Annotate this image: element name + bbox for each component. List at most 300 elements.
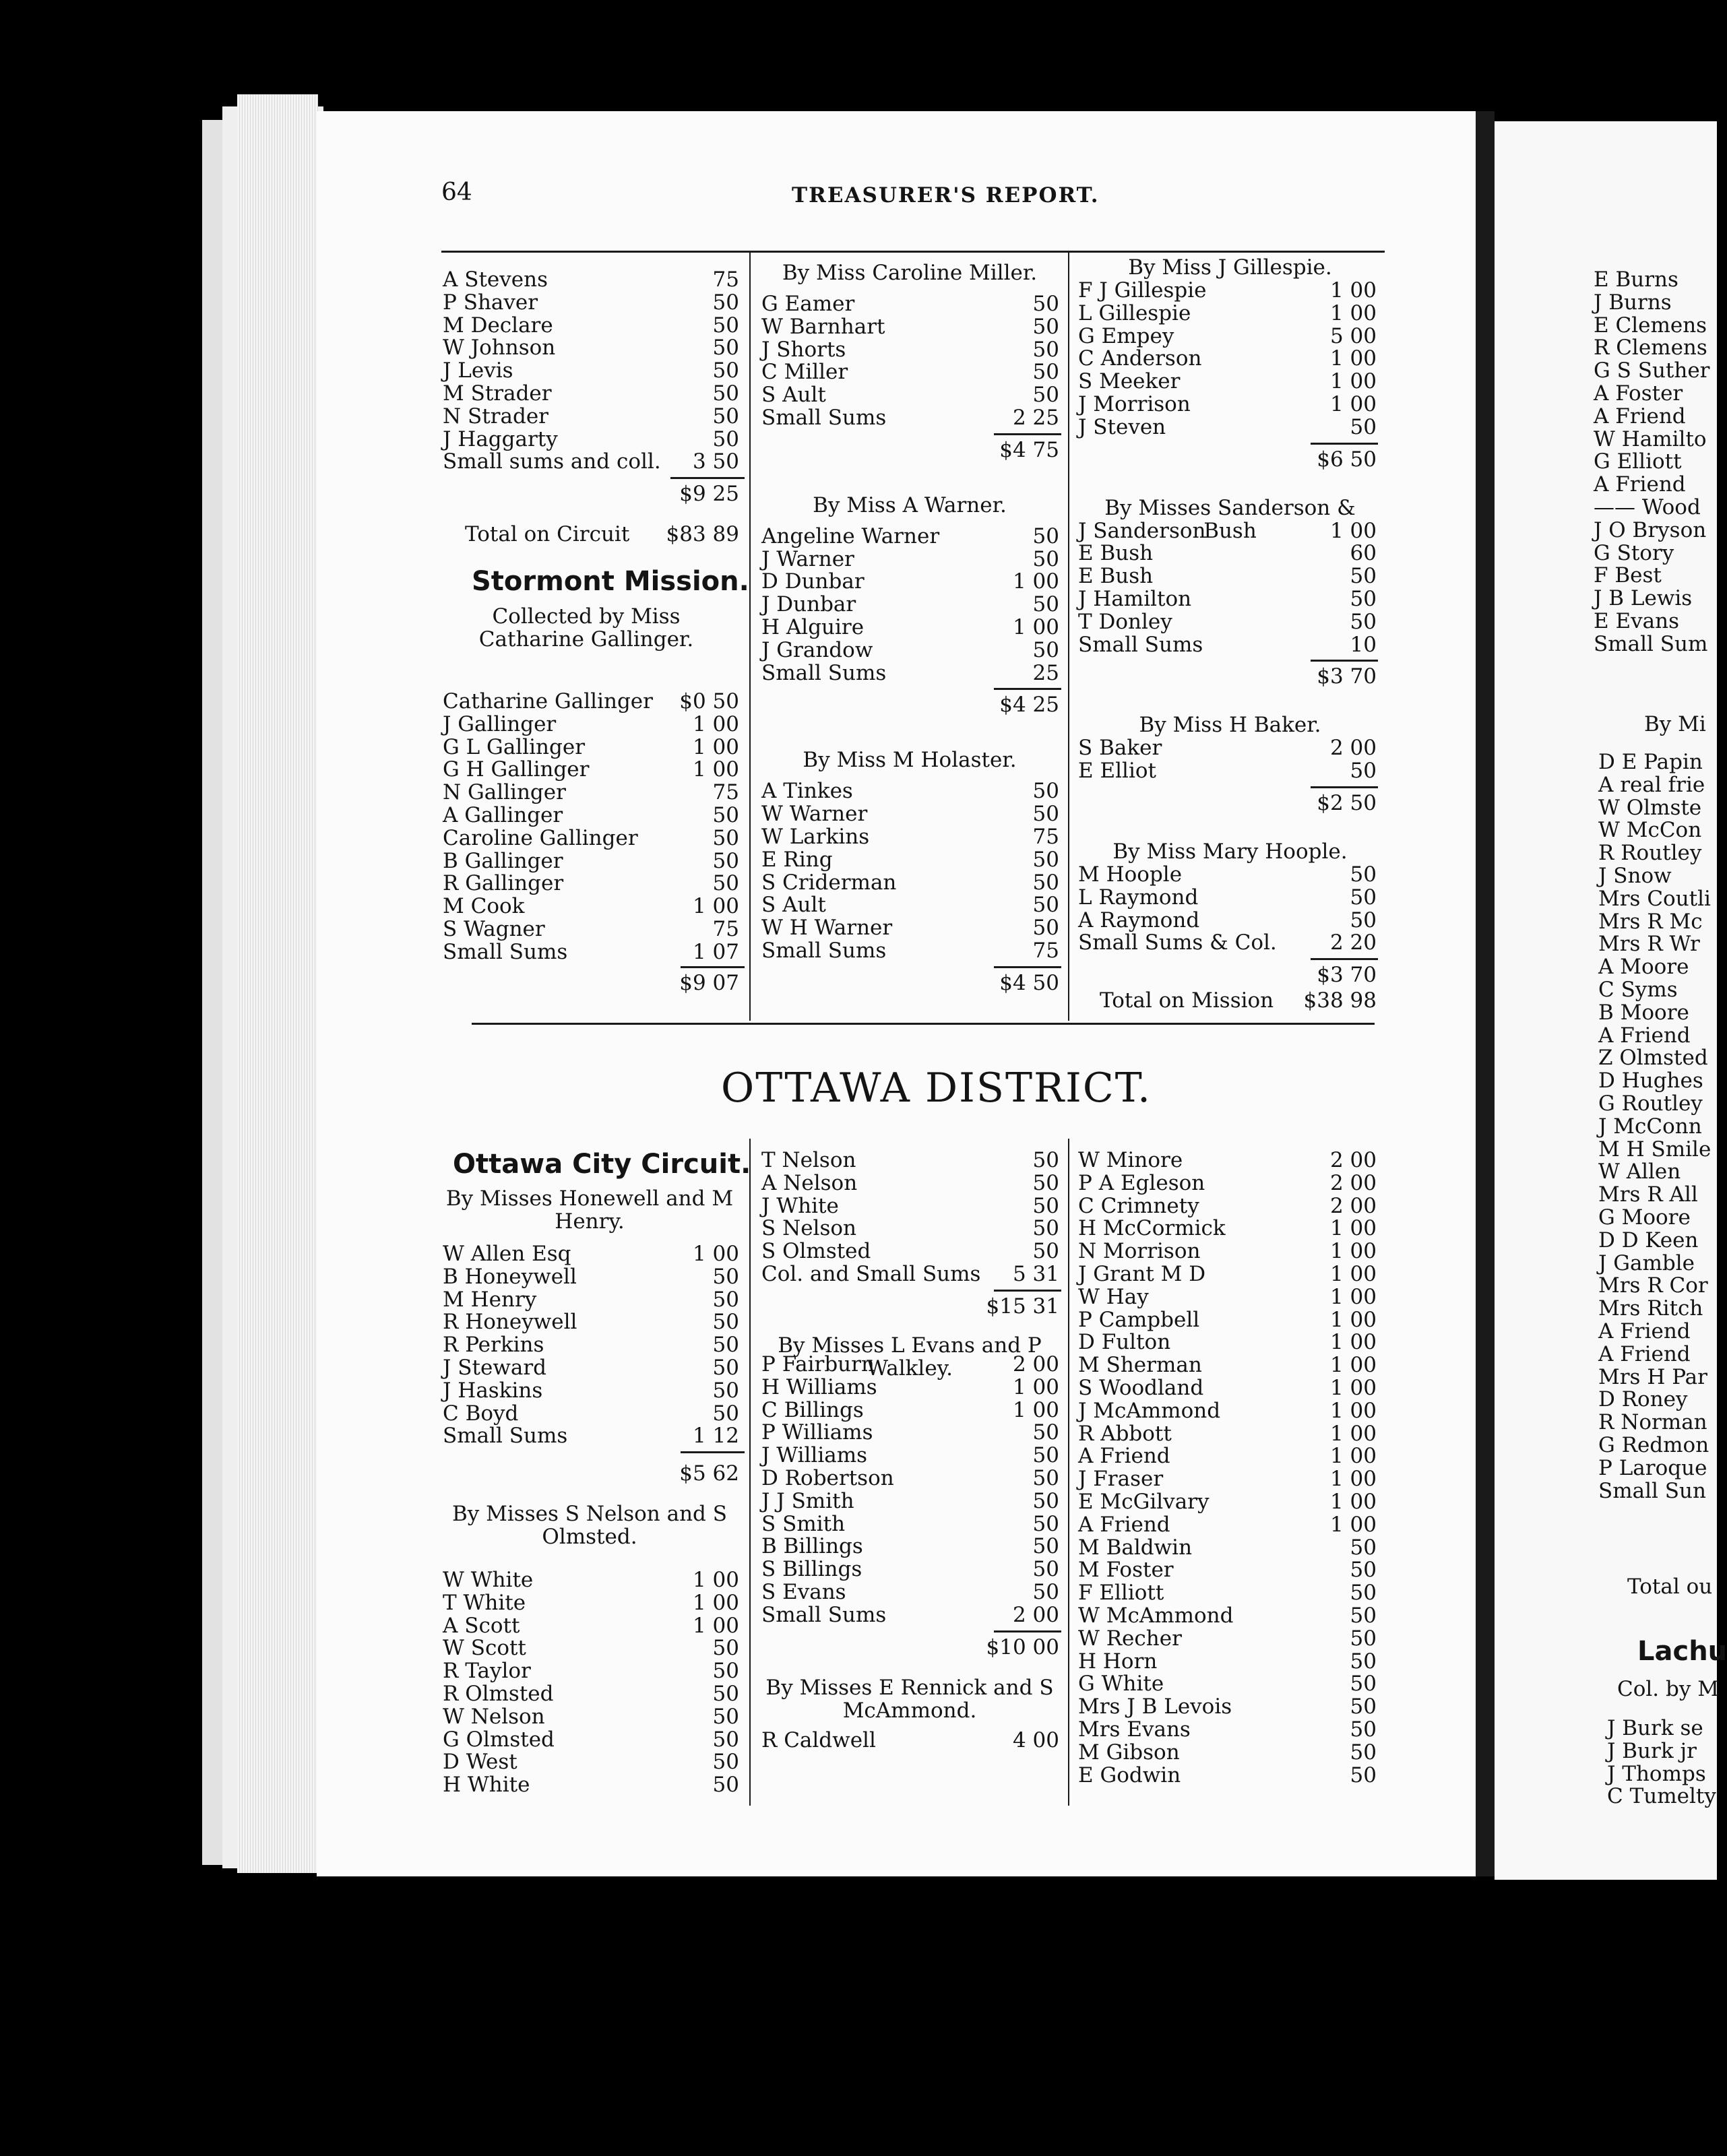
donation-row — [443, 1356, 739, 1379]
sum-rule — [1311, 443, 1378, 445]
donation-row — [761, 315, 1059, 338]
donation-row — [1078, 1195, 1377, 1217]
donor-name: J Grant M D — [1078, 1262, 1206, 1286]
donor-name: A Raymond — [1078, 908, 1200, 932]
donation-amount: 50 — [712, 1659, 739, 1684]
donation-row — [1078, 1650, 1377, 1673]
sum-rule — [1311, 958, 1378, 960]
donation-amount: 50 — [1350, 862, 1377, 887]
donor-name: H Horn — [1078, 1649, 1158, 1674]
donation-amount: 50 — [712, 1333, 739, 1358]
donation-amount: 1 00 — [1329, 1262, 1377, 1286]
donation-row — [1078, 1331, 1377, 1354]
donation-row — [761, 1467, 1059, 1490]
donor-name: M Baldwin — [1078, 1535, 1193, 1560]
donor-name: H White — [443, 1773, 530, 1798]
collector-header: By Misses E Rennick and S McAmmond. — [765, 1675, 1054, 1723]
donation-row — [1078, 1376, 1377, 1399]
donation-amount: 50 — [1032, 1193, 1059, 1218]
right-page-line: Mrs R Wr — [1598, 932, 1700, 957]
collector-header: By Miss A Warner. — [813, 493, 1007, 517]
donation-row — [1078, 1490, 1377, 1513]
donation-row — [1078, 759, 1377, 782]
subtotal: $4 75 — [999, 437, 1059, 462]
donor-name: Col. and Small Sums — [761, 1262, 981, 1286]
donation-amount: 50 — [1350, 609, 1377, 634]
donor-name: M Foster — [1078, 1558, 1174, 1583]
circuit-total: $83 89 — [666, 522, 739, 547]
donation-amount: 50 — [1032, 337, 1059, 362]
donation-amount: 50 — [712, 803, 739, 827]
donor-name: H McCormick — [1078, 1216, 1226, 1241]
donation-amount: 50 — [1032, 1148, 1059, 1172]
donation-row — [1078, 370, 1377, 393]
donation-row — [761, 1217, 1059, 1240]
donation-amount: 50 — [1032, 524, 1059, 548]
donation-amount: 50 — [1032, 847, 1059, 872]
donation-row — [443, 1424, 739, 1447]
donor-name: P Williams — [761, 1420, 873, 1445]
donation-row — [761, 1490, 1059, 1513]
donation-row — [1078, 1558, 1377, 1581]
donor-name: J Gallinger — [443, 711, 557, 736]
donor-name: M Henry — [443, 1287, 537, 1312]
donation-row — [761, 548, 1059, 571]
donation-row — [443, 736, 739, 759]
donor-name: A Nelson — [761, 1170, 858, 1195]
collector-header: By Miss H Baker. — [1139, 713, 1321, 738]
right-page-line: D Hughes — [1598, 1069, 1703, 1093]
donation-amount: 50 — [1032, 870, 1059, 895]
donation-amount: 1 00 — [1329, 1330, 1377, 1355]
right-page-line: Mrs Coutli — [1598, 886, 1711, 911]
subtotal: $3 70 — [1317, 963, 1377, 988]
donation-amount: 1 00 — [1329, 1421, 1377, 1446]
donation-row — [443, 428, 739, 451]
donor-name: Mrs J B Levois — [1078, 1694, 1232, 1719]
donor-name: R Olmsted — [443, 1682, 554, 1706]
donation-row — [1078, 1240, 1377, 1263]
donation-row — [443, 1242, 739, 1265]
donation-amount: 1 00 — [692, 1568, 739, 1592]
donor-name: W Recher — [1078, 1626, 1182, 1651]
donor-name: A Friend — [1078, 1444, 1170, 1469]
donor-name: M Strader — [443, 381, 552, 406]
donation-row — [761, 570, 1059, 593]
donation-amount: 50 — [712, 1287, 739, 1312]
donation-amount: 1 00 — [1329, 300, 1377, 325]
donation-amount: 50 — [1032, 1511, 1059, 1536]
donation-amount: 50 — [1032, 779, 1059, 804]
donor-name: P Shaver — [443, 290, 538, 315]
right-page-line: A Foster — [1594, 381, 1683, 406]
donation-amount: 50 — [1350, 1604, 1377, 1628]
donation-amount: 50 — [1032, 360, 1059, 385]
donation-row — [443, 690, 739, 713]
donation-amount: 50 — [1350, 1535, 1377, 1560]
donation-row — [1078, 393, 1377, 416]
donation-row — [761, 1513, 1059, 1535]
donor-name: N Gallinger — [443, 780, 566, 805]
donation-amount: 50 — [1350, 1717, 1377, 1742]
donation-row — [443, 1682, 739, 1705]
right-page-line: R Clemens — [1594, 336, 1707, 360]
donation-amount: 50 — [1032, 916, 1059, 941]
donor-name: H Williams — [761, 1374, 877, 1399]
collector-header: By Miss Mary Hoople. — [1112, 839, 1348, 864]
donor-name: T Donley — [1078, 609, 1172, 634]
donor-name: S Billings — [761, 1557, 862, 1582]
donation-amount: 75 — [712, 267, 739, 292]
donor-name: E Bush — [1078, 564, 1154, 589]
donation-amount: 1 00 — [1329, 278, 1377, 303]
donation-row — [443, 1637, 739, 1659]
donation-amount: 1 00 — [692, 734, 739, 759]
page-number: 64 — [441, 179, 472, 206]
donor-name: Mrs Evans — [1078, 1717, 1191, 1742]
donor-name: B Billings — [761, 1534, 863, 1559]
right-page-line: A Moore — [1598, 955, 1689, 980]
donation-row — [761, 360, 1059, 383]
donation-row — [761, 1172, 1059, 1195]
donation-amount: 25 — [1032, 660, 1059, 685]
donation-amount: 50 — [712, 1310, 739, 1335]
right-page-line: J Gamble — [1598, 1250, 1695, 1275]
donation-row — [443, 1591, 739, 1614]
bottom-col-divider-2 — [1068, 1139, 1069, 1806]
top-col-divider-2 — [1068, 253, 1069, 1021]
donation-row — [1078, 1149, 1377, 1172]
top-rule — [441, 251, 1385, 253]
donation-amount: 1 00 — [692, 711, 739, 736]
donation-row — [761, 893, 1059, 916]
donation-amount: 50 — [1032, 314, 1059, 339]
donor-name: D West — [443, 1750, 517, 1775]
donation-amount: 50 — [1032, 1216, 1059, 1241]
sum-rule — [994, 688, 1061, 690]
donation-amount: 5 31 — [1012, 1262, 1059, 1286]
donation-row — [761, 1535, 1059, 1558]
subtotal: $2 50 — [1317, 791, 1377, 815]
donation-amount: 2 20 — [1329, 930, 1377, 955]
donor-name: R Honeywell — [443, 1310, 577, 1335]
donation-amount: 75 — [712, 780, 739, 805]
donor-name: Small Sums & Col. — [1078, 930, 1277, 955]
donation-row — [443, 781, 739, 804]
donor-name: N Strader — [443, 404, 548, 429]
donor-name: A Stevens — [443, 267, 548, 292]
donor-name: S Meeker — [1078, 369, 1181, 394]
donation-amount: 50 — [1350, 1558, 1377, 1583]
donor-name: W Minore — [1078, 1148, 1183, 1172]
donation-amount: 50 — [1032, 1443, 1059, 1468]
right-page-line: A real frie — [1598, 772, 1705, 797]
donor-name: F Elliott — [1078, 1581, 1164, 1606]
donation-row — [761, 1444, 1059, 1467]
donor-name: R Abbott — [1078, 1421, 1172, 1446]
donation-amount: 2 00 — [1012, 1352, 1059, 1376]
donor-name: P A Egleson — [1078, 1170, 1205, 1195]
donation-row — [1078, 1627, 1377, 1650]
donation-amount: 50 — [1032, 1488, 1059, 1513]
donation-amount: $0 50 — [679, 689, 739, 714]
donor-name: W McAmmond — [1078, 1604, 1234, 1628]
donation-amount: 50 — [712, 313, 739, 338]
donor-name: D Robertson — [761, 1466, 894, 1490]
donor-name: E Ring — [761, 847, 833, 872]
donation-amount: 1 00 — [1329, 1398, 1377, 1423]
right-page-line: J McConn — [1598, 1114, 1702, 1139]
donor-name: S Smith — [761, 1511, 846, 1536]
donation-row — [1078, 1764, 1377, 1787]
donation-amount: 50 — [712, 404, 739, 429]
bottom-col-divider-1 — [749, 1139, 751, 1806]
subtotal: $10 00 — [986, 1635, 1059, 1659]
donor-name: Small Sums — [1078, 632, 1203, 657]
donor-name: T White — [443, 1590, 526, 1615]
donation-row — [761, 1376, 1059, 1399]
donation-amount: 1 00 — [1329, 1490, 1377, 1514]
collector-header: By Misses Sanderson & Bush — [1104, 495, 1356, 543]
sum-rule — [994, 1630, 1061, 1632]
right-page-line: D E Papin — [1598, 750, 1703, 774]
donation-row — [1078, 1354, 1377, 1376]
donor-name: M Sherman — [1078, 1353, 1202, 1378]
donor-name: A Friend — [1078, 1512, 1170, 1537]
right-page-line: A Friend — [1598, 1341, 1691, 1366]
donation-row — [443, 314, 739, 337]
donor-name: Small Sums — [761, 660, 887, 685]
donation-row — [1078, 610, 1377, 633]
donation-amount: 1 00 — [1329, 1376, 1377, 1400]
donor-name: J Haskins — [443, 1378, 543, 1403]
section-rule — [472, 1023, 1375, 1025]
donor-name: Small Sums — [761, 1602, 887, 1627]
donation-row — [761, 780, 1059, 802]
donation-row — [761, 802, 1059, 825]
donor-name: F J Gillespie — [1078, 278, 1207, 303]
donor-name: E Bush — [1078, 541, 1154, 566]
donation-row — [443, 872, 739, 895]
donation-row — [443, 804, 739, 827]
right-page-line: G Redmon — [1598, 1433, 1709, 1457]
right-page-line: A Friend — [1594, 472, 1686, 497]
donation-amount: 50 — [1032, 1466, 1059, 1490]
donor-name: W Johnson — [443, 336, 556, 360]
donor-name: S Ault — [761, 383, 826, 408]
donation-row — [443, 713, 739, 736]
donation-amount: 50 — [1032, 802, 1059, 827]
donor-name: G Olmsted — [443, 1727, 555, 1752]
donation-row — [1078, 416, 1377, 439]
donation-row — [1078, 1741, 1377, 1764]
donation-row — [1078, 1263, 1377, 1286]
right-page-line: G S Suther — [1594, 358, 1710, 383]
subtotal: $9 25 — [679, 482, 739, 507]
donation-row — [761, 1240, 1059, 1263]
donation-amount: 1 00 — [1329, 518, 1377, 543]
donor-name: D Dunbar — [761, 569, 865, 594]
donation-row — [443, 941, 739, 963]
donation-row — [761, 292, 1059, 315]
donation-row — [1078, 565, 1377, 588]
subtotal: $4 25 — [999, 693, 1059, 718]
donor-name: W Warner — [761, 802, 868, 827]
donation-amount: 50 — [1032, 1239, 1059, 1264]
donation-amount: 50 — [712, 381, 739, 406]
donation-row — [1078, 302, 1377, 325]
subtotal: $4 50 — [999, 970, 1059, 995]
donor-name: M Cook — [443, 894, 525, 919]
sum-rule — [994, 966, 1061, 968]
donor-name: G L Gallinger — [443, 734, 586, 759]
donation-amount: 50 — [712, 1356, 739, 1380]
right-page-mission-title: Lachu — [1637, 1636, 1727, 1667]
donation-row — [761, 1263, 1059, 1286]
donor-name: S Woodland — [1078, 1376, 1204, 1400]
donation-row — [443, 850, 739, 873]
donor-name: J Morrison — [1078, 392, 1191, 416]
donation-amount: 1 12 — [692, 1424, 739, 1449]
donation-amount: 1 00 — [1329, 1216, 1377, 1241]
donation-amount: 50 — [712, 1727, 739, 1752]
donor-name: J Levis — [443, 358, 513, 383]
donation-row — [443, 1728, 739, 1751]
donation-row — [761, 593, 1059, 616]
right-page-col-by: Col. by M — [1617, 1677, 1719, 1701]
right-page-line: J Burns — [1594, 290, 1672, 315]
donation-amount: 1 07 — [692, 939, 739, 964]
subtotal: $6 50 — [1317, 447, 1377, 472]
donation-row — [443, 1614, 739, 1637]
donation-row — [1078, 1308, 1377, 1331]
donation-amount: 50 — [712, 1401, 739, 1426]
right-page-line: Mrs Ritch — [1598, 1296, 1703, 1321]
donation-amount: 1 00 — [1329, 1512, 1377, 1537]
donor-name: S Olmsted — [761, 1239, 871, 1264]
donation-row — [443, 450, 739, 473]
right-page-line: Small Sum — [1594, 631, 1708, 656]
top-col-divider-1 — [749, 253, 751, 1021]
donation-amount: 1 00 — [1012, 1397, 1059, 1422]
donation-row — [443, 1568, 739, 1591]
donation-row — [761, 616, 1059, 639]
donor-name: W Scott — [443, 1636, 526, 1661]
donation-amount: 1 00 — [1329, 1307, 1377, 1332]
donation-row — [761, 1149, 1059, 1172]
donor-name: P Fairburn — [761, 1352, 875, 1376]
donation-amount: 50 — [712, 848, 739, 873]
donation-amount: 75 — [712, 917, 739, 941]
donation-row — [443, 895, 739, 918]
right-page-line: J Burk se — [1607, 1716, 1703, 1740]
right-page-line: J O Bryson — [1594, 517, 1707, 542]
donation-amount: 50 — [1032, 1534, 1059, 1559]
donation-amount: 50 — [1350, 564, 1377, 589]
donation-amount: 50 — [712, 1682, 739, 1706]
donor-name: Catharine Gallinger — [443, 689, 653, 714]
donation-amount: 1 00 — [1329, 1284, 1377, 1309]
donation-row — [761, 825, 1059, 848]
right-page-line: W Allen — [1598, 1160, 1681, 1184]
donation-amount: 50 — [1032, 592, 1059, 617]
donation-amount: 1 00 — [1329, 346, 1377, 371]
donor-name: J Shorts — [761, 337, 846, 362]
donor-name: Small Sums — [443, 1424, 568, 1449]
donation-row — [1078, 1286, 1377, 1308]
donation-amount: 50 — [712, 426, 739, 451]
donation-amount: 1 00 — [1012, 1374, 1059, 1399]
donation-row — [1078, 1672, 1377, 1695]
donor-name: L Gillespie — [1078, 300, 1191, 325]
donation-amount: 50 — [1032, 1170, 1059, 1195]
right-page-line: D D Keen — [1598, 1228, 1699, 1253]
donor-name: J Dunbar — [761, 592, 856, 617]
donor-name: W Larkins — [761, 825, 870, 849]
donor-name: G White — [1078, 1672, 1164, 1697]
donation-row — [443, 827, 739, 850]
donor-name: M Hoople — [1078, 862, 1183, 887]
donor-name: C Boyd — [443, 1401, 519, 1426]
donation-amount: 50 — [712, 1773, 739, 1798]
sum-rule — [681, 1451, 745, 1453]
donor-name: S Nelson — [761, 1216, 857, 1241]
donor-name: J Steward — [443, 1356, 547, 1380]
donation-amount: 5 00 — [1329, 323, 1377, 348]
right-page-line: Mrs H Par — [1598, 1364, 1707, 1389]
donation-amount: 50 — [1350, 908, 1377, 932]
donation-row — [761, 525, 1059, 548]
donation-row — [443, 1402, 739, 1425]
right-page-line: J Thomps — [1607, 1761, 1706, 1786]
donation-amount: 1 00 — [1012, 569, 1059, 594]
donation-amount: 50 — [1350, 1649, 1377, 1674]
mission-title: Stormont Mission. — [472, 566, 749, 598]
donation-row — [761, 1604, 1059, 1626]
donation-amount: 50 — [1032, 1420, 1059, 1445]
donor-name: N Morrison — [1078, 1239, 1201, 1264]
donation-row — [443, 1288, 739, 1311]
right-page-line: A Friend — [1598, 1319, 1691, 1343]
donor-name: Small Sums — [761, 939, 887, 963]
donation-row — [443, 1265, 739, 1288]
donor-name: R Perkins — [443, 1333, 544, 1358]
donation-amount: 50 — [712, 1636, 739, 1661]
donor-name: E McGilvary — [1078, 1490, 1210, 1514]
donation-row — [761, 1581, 1059, 1604]
donation-amount: 1 00 — [1329, 1467, 1377, 1492]
sum-rule — [994, 1290, 1061, 1292]
donor-name: S Evans — [761, 1580, 846, 1604]
donor-name: W White — [443, 1568, 534, 1592]
donation-row — [443, 359, 739, 382]
donation-row — [761, 1399, 1059, 1422]
donation-amount: 2 00 — [1012, 1602, 1059, 1627]
donation-row — [443, 1310, 739, 1333]
donor-name: J Hamilton — [1078, 587, 1192, 611]
donation-row — [443, 1659, 739, 1682]
donor-name: S Criderman — [761, 870, 897, 895]
right-page-line: W Hamilto — [1594, 426, 1707, 451]
donor-name: S Wagner — [443, 917, 545, 941]
book-page-edges-front — [237, 94, 318, 1873]
collector-header: By Miss J Gillespie. — [1128, 255, 1332, 280]
donor-name: R Caldwell — [761, 1727, 876, 1752]
donation-amount: 50 — [1350, 1626, 1377, 1651]
right-page-line: A Friend — [1598, 1023, 1691, 1048]
donation-row — [443, 1773, 739, 1796]
donation-row — [443, 268, 739, 291]
